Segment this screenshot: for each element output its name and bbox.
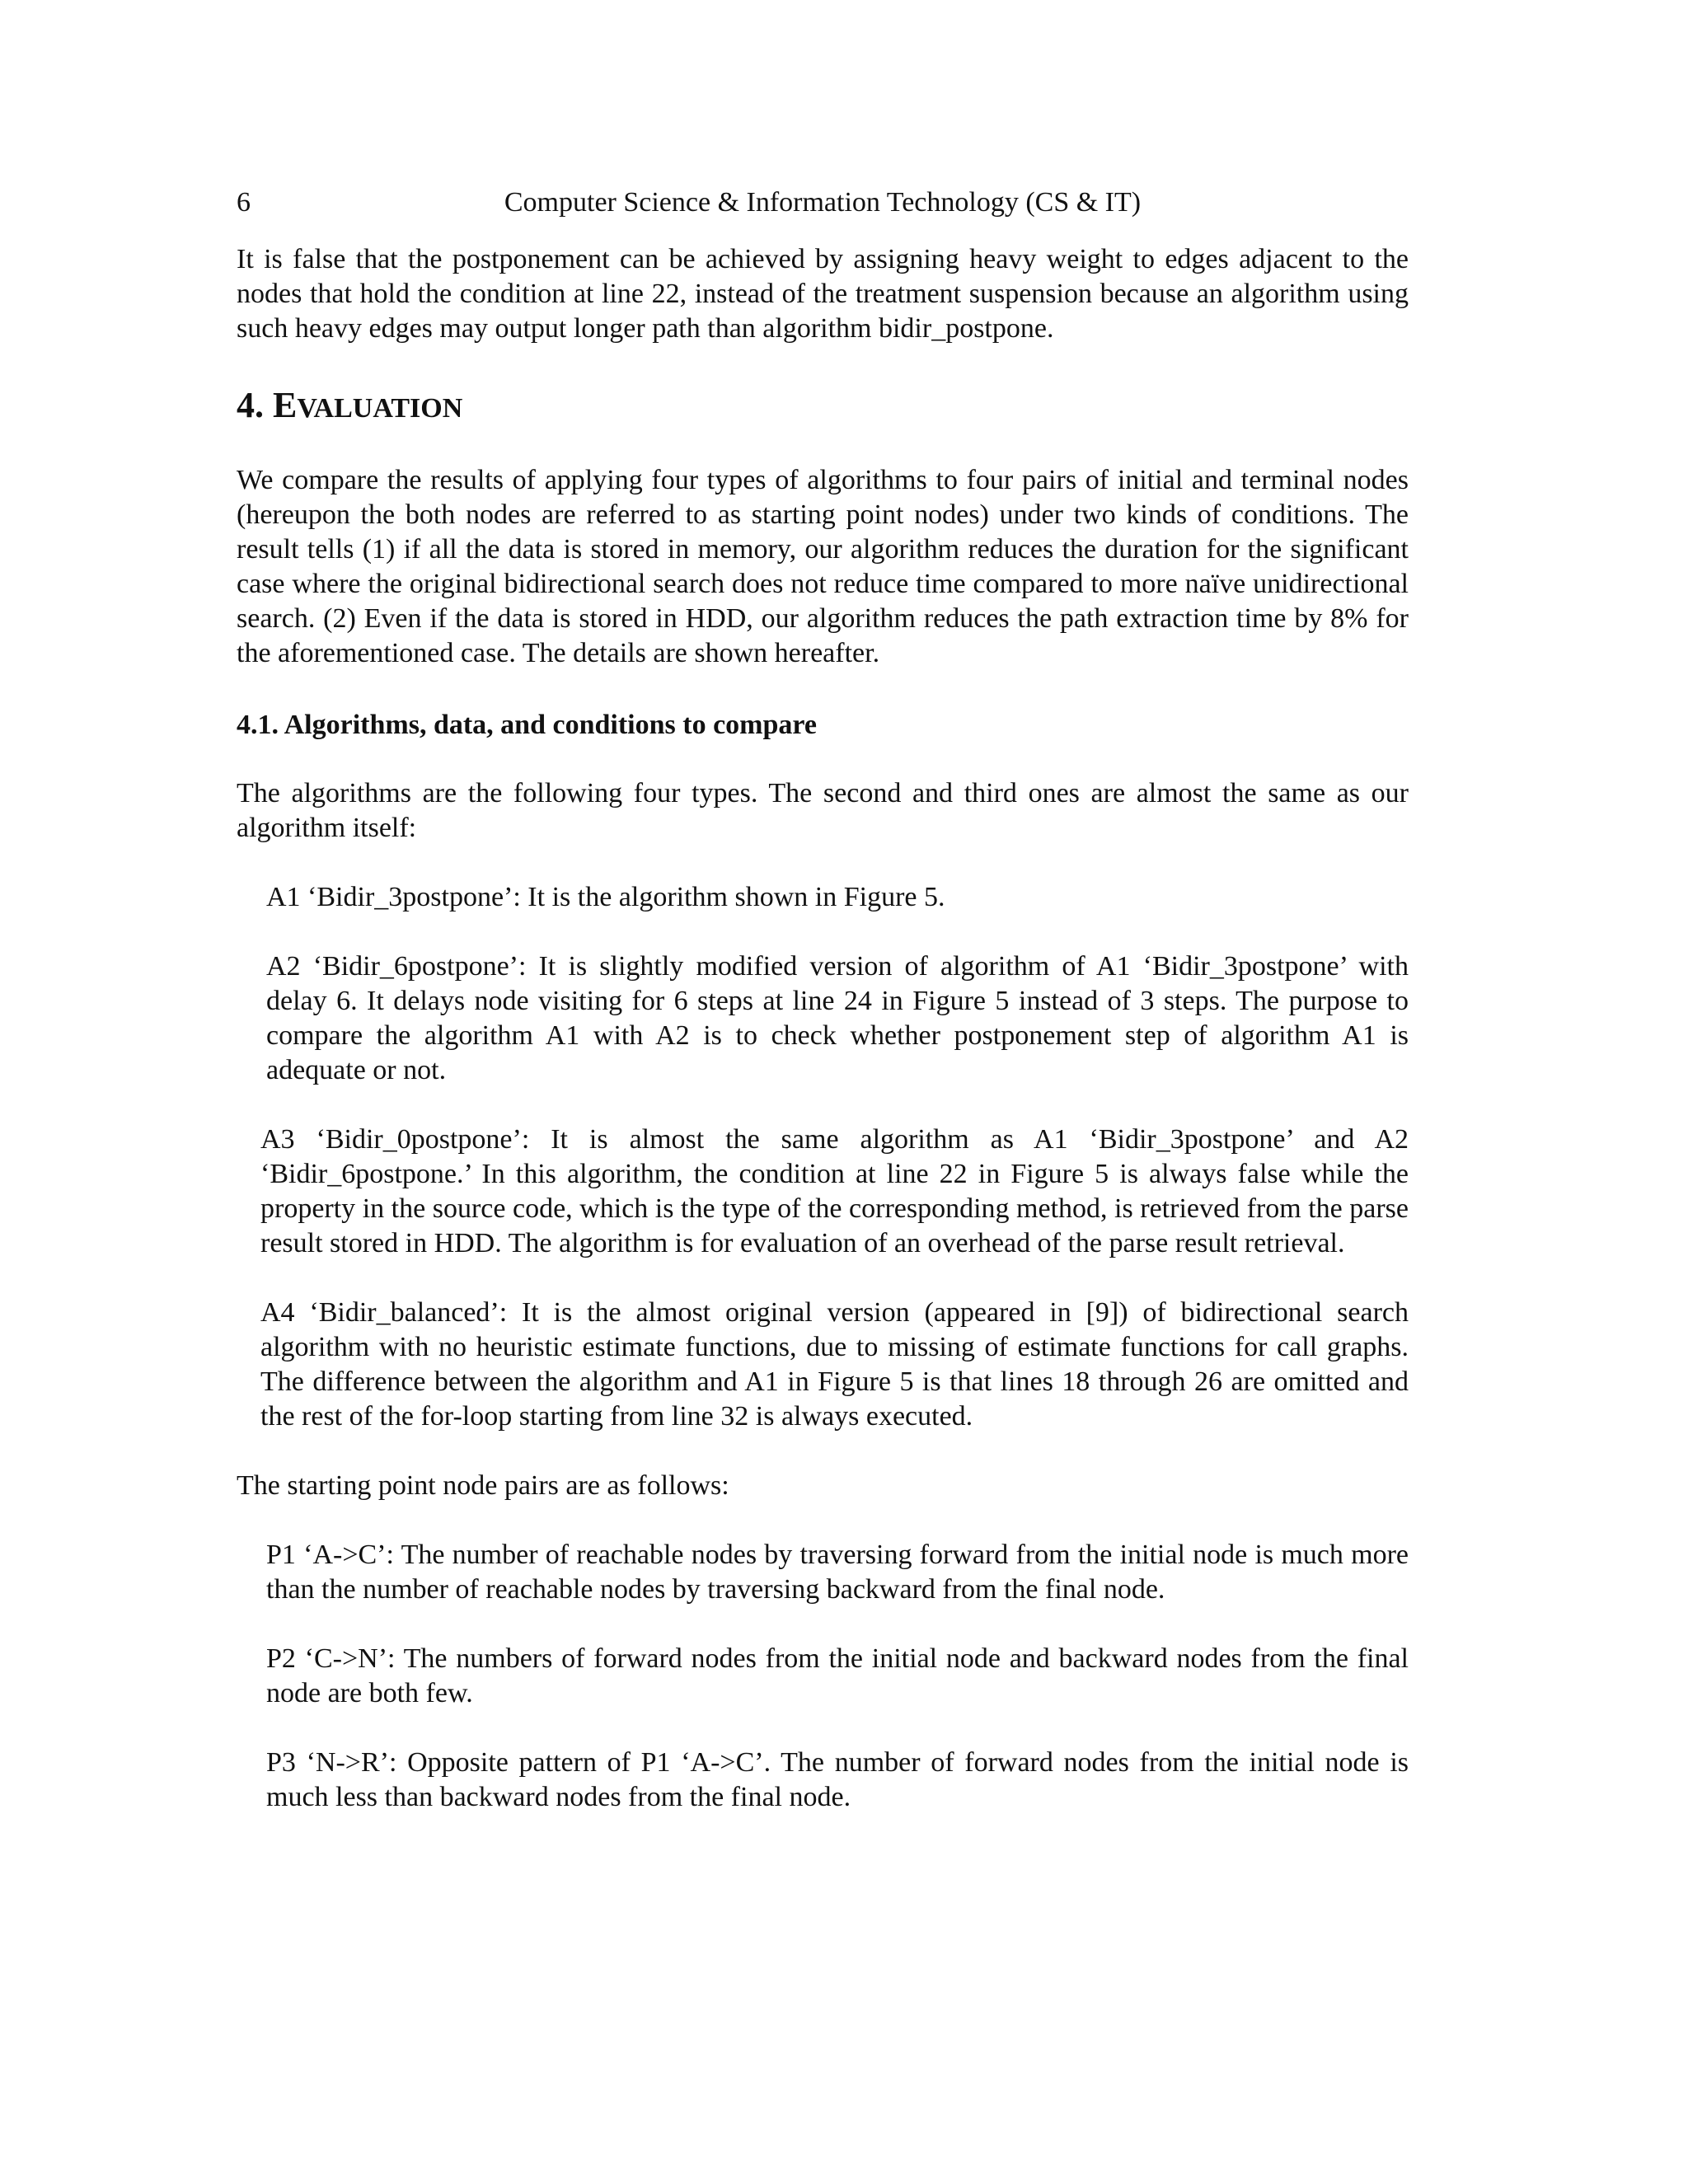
algorithm-item-a1: A1 ‘Bidir_3postpone’: It is the algorithm shown in Figure 5. xyxy=(266,882,945,912)
intro-paragraph: It is false that the postponement can be achieved by assigning heavy weight to edges adjacent to the nodes that hold the condition at line 22, instead of the treatment suspension because an algorithm using such heavy edges may output longer path than algorithm bidir_postpone. xyxy=(237,244,1409,344)
pairs-intro: The starting point node pairs are as follows: xyxy=(237,1470,729,1501)
section-paragraph: We compare the results of applying four types of algorithms to four pairs of initial and terminal nodes (hereupon the both nodes are referred to as starting point nodes) under two kinds of conditions. The result tells (1) if all the data is stored in memory, our algorithm reduces the duration for the significant case where the original bidirectional search does not reduce time compared to more naïve unidirectional search. (2) Even if the data is stored in HDD, our algorithm reduces the path extraction time by 8% for the aforementioned case. The details are shown hereafter. xyxy=(237,465,1409,668)
algorithm-item-a4: A4 ‘Bidir_balanced’: It is the almost original version (appeared in [9]) of bidirectional search algorithm with no heuristic estimate functions, due to missing of estimate functions for call graphs. The difference between the algorithm and A1 in Figure 5 is that lines 18 through 26 are omitted and the rest of the for-loop starting from line 32 is always executed. xyxy=(260,1297,1409,1432)
section-title-rest: VALUATION xyxy=(297,393,463,424)
section-number: 4. xyxy=(237,385,264,425)
page-content xyxy=(237,181,1409,1815)
section-title-initial: E xyxy=(273,385,298,425)
pair-item-p1: P1 ‘A->C’: The number of reachable nodes by traversing forward from the initial node is much more than the number of reachable nodes by traversing backward from the final node. xyxy=(266,1540,1409,1605)
pair-item-p2: P2 ‘C->N’: The numbers of forward nodes from the initial node and backward nodes from the final node are both few. xyxy=(266,1643,1409,1708)
running-header xyxy=(237,181,1409,224)
page-number: 6 xyxy=(237,187,251,218)
subsection-heading: 4.1. Algorithms, data, and conditions to compare xyxy=(237,710,817,740)
algorithm-item-a3: A3 ‘Bidir_0postpone’: It is almost the same algorithm as A1 ‘Bidir_3postpone’ and A2 ‘Bidir_6postpone.’ In this algorithm, the condition at line 22 in Figure 5 is always false while the property in the source code, which is the type of the corresponding method, is retrieved from the parse result stored in HDD. The algorithm is for evaluation of an overhead of the parse result retrieval. xyxy=(260,1124,1409,1258)
journal-title: Computer Science & Information Technology (CS & IT) xyxy=(504,187,1142,218)
pair-item-p3: P3 ‘N->R’: Opposite pattern of P1 ‘A->C’. The number of forward nodes from the initial node is much less than backward nodes from the final node. xyxy=(266,1747,1409,1812)
algorithm-item-a2: A2 ‘Bidir_6postpone’: It is slightly modified version of algorithm of A1 ‘Bidir_3postpone’ with delay 6. It delays node visiting for 6 steps at line 24 in Figure 5 instead of 3 steps. The purpose to compare the algorithm A1 with A2 is to check whether postponement step of algorithm A1 is adequate or not. xyxy=(266,951,1409,1085)
section-heading xyxy=(237,382,1409,432)
algorithms-intro: The algorithms are the following four types. The second and third ones are almost the same as our algorithm itself: xyxy=(237,778,1409,843)
